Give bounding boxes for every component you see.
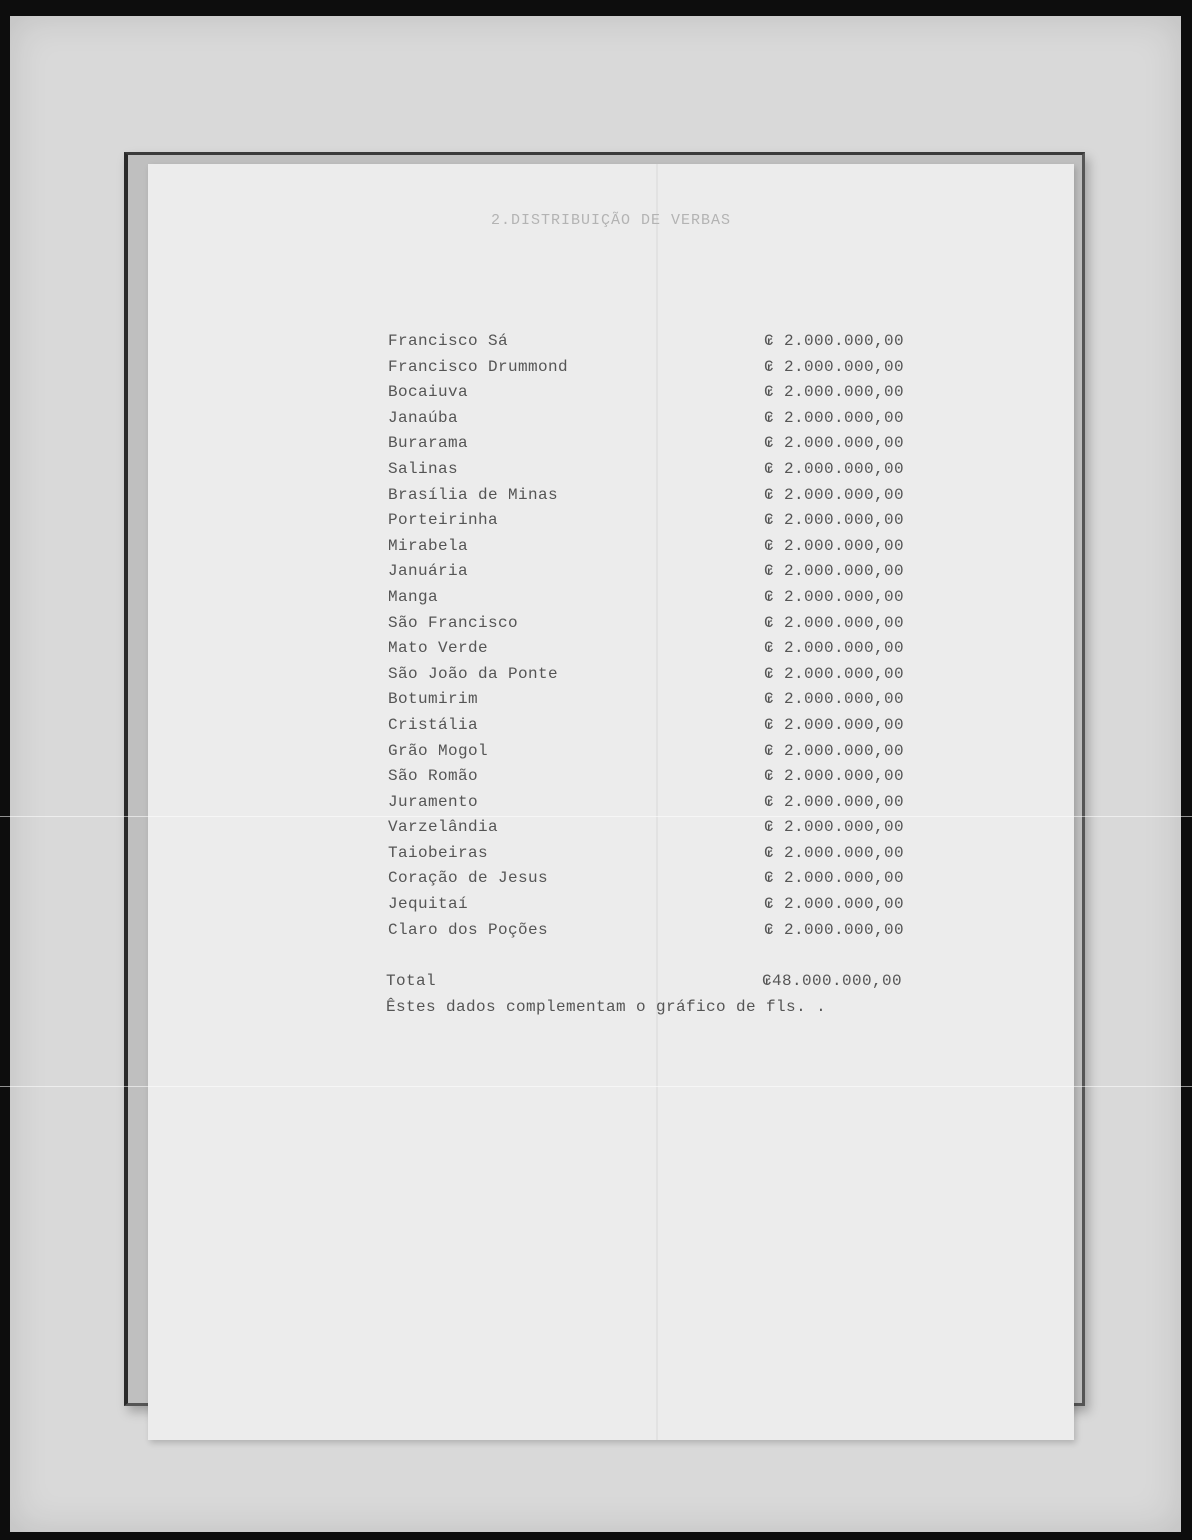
amount-value: ₢ 2.000.000,00: [764, 485, 905, 504]
amount-value: ₢ 2.000.000,00: [764, 869, 905, 888]
municipality-name: Francisco Drummond: [388, 357, 569, 376]
list-item: [388, 636, 928, 662]
amount-value: ₢ 2.000.000,00: [764, 792, 905, 811]
list-item: [388, 815, 928, 841]
list-item: [388, 892, 928, 918]
municipality-name: Jequitaí: [388, 895, 469, 914]
total-amount: ₢48.000.000,00: [762, 972, 903, 990]
municipality-name: Coração de Jesus: [388, 869, 549, 888]
list-item: [388, 790, 928, 816]
list-item: [388, 687, 928, 713]
list-item: [388, 662, 928, 688]
municipality-name: Porteirinha: [388, 511, 499, 530]
municipality-name: Juramento: [388, 792, 479, 811]
amount-value: ₢ 2.000.000,00: [764, 741, 905, 760]
scan-artifact-line: [0, 816, 1192, 817]
municipality-name: Bocaiuva: [388, 383, 469, 402]
footnote: Êstes dados complementam o gráfico de fls. .: [386, 998, 827, 1016]
municipality-name: Taiobeiras: [388, 843, 489, 862]
amount-value: ₢ 2.000.000,00: [764, 332, 905, 350]
distribution-list: [388, 329, 928, 943]
list-item: [388, 483, 928, 509]
document-sheet: [148, 164, 1074, 1440]
amount-value: ₢ 2.000.000,00: [764, 511, 905, 530]
amount-value: ₢ 2.000.000,00: [764, 843, 905, 862]
municipality-name: Varzelândia: [388, 818, 499, 837]
municipality-name: São Francisco: [388, 613, 519, 632]
municipality-name: Mirabela: [388, 536, 469, 555]
amount-value: ₢ 2.000.000,00: [764, 767, 905, 786]
amount-value: ₢ 2.000.000,00: [764, 920, 905, 939]
municipality-name: Janaúba: [388, 408, 459, 427]
list-item: [388, 329, 928, 355]
amount-value: ₢ 2.000.000,00: [764, 434, 905, 453]
list-item: [388, 534, 928, 560]
list-item: [388, 431, 928, 457]
municipality-name: Manga: [388, 587, 439, 606]
municipality-name: Francisco Sá: [388, 332, 509, 350]
municipality-name: São Romão: [388, 767, 479, 786]
list-item: [388, 585, 928, 611]
list-item: [388, 764, 928, 790]
scan-artifact-line: [0, 1086, 1192, 1087]
amount-value: ₢ 2.000.000,00: [764, 715, 905, 734]
total-label: Total: [386, 972, 437, 990]
list-item: [388, 355, 928, 381]
municipality-name: Mato Verde: [388, 639, 489, 658]
amount-value: ₢ 2.000.000,00: [764, 818, 905, 837]
list-item: [388, 457, 928, 483]
amount-value: ₢ 2.000.000,00: [764, 408, 905, 427]
amount-value: ₢ 2.000.000,00: [764, 562, 905, 581]
amount-value: ₢ 2.000.000,00: [764, 895, 905, 914]
amount-value: ₢ 2.000.000,00: [764, 690, 905, 709]
amount-value: ₢ 2.000.000,00: [764, 613, 905, 632]
list-item: [388, 406, 928, 432]
list-item: [388, 918, 928, 944]
list-item: [388, 866, 928, 892]
amount-value: ₢ 2.000.000,00: [764, 536, 905, 555]
amount-value: ₢ 2.000.000,00: [764, 639, 905, 658]
municipality-name: Botumirim: [388, 690, 479, 709]
list-item: [388, 841, 928, 867]
municipality-name: Grão Mogol: [388, 741, 489, 760]
document-title: 2.DISTRIBUIÇÃO DE VERBAS: [490, 212, 732, 229]
amount-value: ₢ 2.000.000,00: [764, 587, 905, 606]
list-item: [388, 713, 928, 739]
amount-value: ₢ 2.000.000,00: [764, 357, 905, 376]
list-item: [388, 739, 928, 765]
municipality-name: Januária: [388, 562, 469, 581]
municipality-name: Claro dos Poções: [388, 920, 549, 939]
municipality-name: Cristália: [388, 715, 479, 734]
municipality-name: Brasília de Minas: [388, 485, 559, 504]
total-row: [386, 968, 926, 994]
amount-value: ₢ 2.000.000,00: [764, 383, 905, 402]
amount-value: ₢ 2.000.000,00: [764, 459, 905, 478]
list-item: [388, 380, 928, 406]
list-item: [388, 559, 928, 585]
amount-value: ₢ 2.000.000,00: [764, 664, 905, 683]
list-item: [388, 508, 928, 534]
municipality-name: Salinas: [388, 459, 459, 478]
municipality-name: São João da Ponte: [388, 664, 559, 683]
municipality-name: Burarama: [388, 434, 469, 453]
list-item: [388, 611, 928, 637]
